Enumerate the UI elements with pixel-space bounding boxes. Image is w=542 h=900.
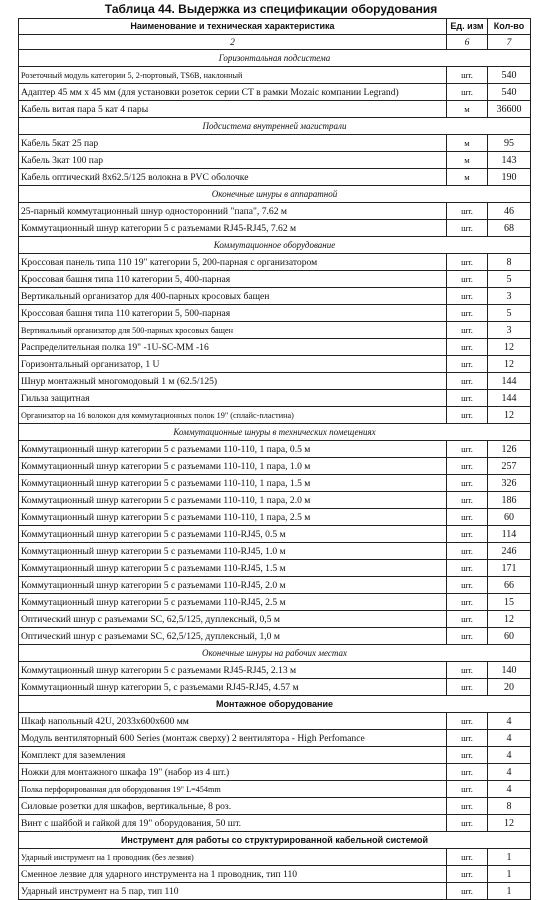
item-name: Винт с шайбой и гайкой для 19" оборудования, 50 шт. [19, 815, 447, 832]
item-quantity: 68 [488, 220, 531, 237]
item-quantity: 1 [488, 849, 531, 866]
item-unit: шт. [447, 526, 488, 543]
item-name: Кабель оптический 8х62.5/125 волокна в PVC оболочке [19, 169, 447, 186]
table-row [19, 288, 531, 305]
item-unit: шт. [447, 492, 488, 509]
section-title: Монтажное оборудование [19, 696, 531, 713]
table-row [19, 492, 531, 509]
table-row [19, 356, 531, 373]
section-title: Коммутационные шнуры в технических помещениях [19, 424, 531, 441]
table-caption: Таблица 44. Выдержка из спецификации оборудования [104, 2, 438, 16]
item-quantity: 36600 [488, 101, 531, 118]
section-title: Подсистема внутренней магистрали [19, 118, 531, 135]
item-unit: шт. [447, 322, 488, 339]
item-quantity: 95 [488, 135, 531, 152]
item-name: Коммутационный шнур категории 5 с разъемами 110-RJ45, 1.5 м [19, 560, 447, 577]
item-unit: шт. [447, 679, 488, 696]
header-row [19, 19, 531, 35]
item-name: Комплект для заземления [19, 747, 447, 764]
item-name: Кабель 3кат 100 пар [19, 152, 447, 169]
table-row [19, 543, 531, 560]
item-name: Кроссовая башня типа 110 категории 5, 400-парная [19, 271, 447, 288]
table-row [19, 611, 531, 628]
item-name: Коммутационный шнур категории 5 с разъемами RJ45-RJ45, 7.62 м [19, 220, 447, 237]
item-quantity: 4 [488, 764, 531, 781]
item-unit: шт. [447, 611, 488, 628]
item-quantity: 60 [488, 509, 531, 526]
table-row [19, 560, 531, 577]
item-name: Коммутационный шнур категории 5 с разъемами 110-110, 1 пара, 1.0 м [19, 458, 447, 475]
column-header-name: Наименование и техническая характеристика [19, 19, 447, 35]
column-number-name: 2 [19, 35, 447, 50]
item-unit: м [447, 135, 488, 152]
table-row [19, 407, 531, 424]
item-name: Горизонтальный организатор, 1 U [19, 356, 447, 373]
table-row [19, 254, 531, 271]
table-row [19, 509, 531, 526]
item-name: Коммутационный шнур категории 5 с разъемами RJ45-RJ45, 2.13 м [19, 662, 447, 679]
item-name: Адаптер 45 мм х 45 мм (для установки розеток серии CT в рамки Mozaic компании Legrand) [19, 84, 447, 101]
item-name: Полка перфорированная для оборудования 19" L=454mm [19, 781, 447, 798]
item-unit: шт. [447, 798, 488, 815]
table-row [19, 594, 531, 611]
item-quantity: 3 [488, 322, 531, 339]
item-name: Вертикальный организатор для 500-парных кросовых бащен [19, 322, 447, 339]
column-header-qty: Кол-во [488, 19, 531, 35]
table-row [19, 798, 531, 815]
table-row [19, 713, 531, 730]
item-quantity: 540 [488, 67, 531, 84]
specification-table [18, 18, 531, 900]
table-row [19, 662, 531, 679]
item-unit: шт. [447, 288, 488, 305]
item-unit: шт. [447, 271, 488, 288]
item-unit: шт. [447, 866, 488, 883]
item-name: Ножки для монтажного шкафа 19" (набор из 4 шт.) [19, 764, 447, 781]
item-name: Организатор на 16 волокон для коммутационных полок 19" (сплайс-пластина) [19, 407, 447, 424]
item-name: Коммутационный шнур категории 5 с разъемами 110-RJ45, 1.0 м [19, 543, 447, 560]
item-quantity: 8 [488, 798, 531, 815]
item-name: Коммутационный шнур категории 5, с разъемами RJ45-RJ45, 4.57 м [19, 679, 447, 696]
item-quantity: 60 [488, 628, 531, 645]
item-name: Кабель витая пара 5 кат 4 пары [19, 101, 447, 118]
item-quantity: 246 [488, 543, 531, 560]
table-row [19, 390, 531, 407]
column-number-unit: 6 [447, 35, 488, 50]
table-row [19, 781, 531, 798]
section-title: Инструмент для работы со структурированной кабельной системой [19, 832, 531, 849]
item-unit: шт. [447, 373, 488, 390]
table-row [19, 577, 531, 594]
table-row [19, 441, 531, 458]
item-quantity: 15 [488, 594, 531, 611]
table-row [19, 203, 531, 220]
item-unit: шт. [447, 67, 488, 84]
item-quantity: 3 [488, 288, 531, 305]
column-header-unit: Ед. изм [447, 19, 488, 35]
item-name: Коммутационный шнур категории 5 с разъемами 110-110, 1 пара, 0.5 м [19, 441, 447, 458]
section-row [19, 50, 531, 67]
item-quantity: 20 [488, 679, 531, 696]
item-unit: шт. [447, 662, 488, 679]
item-quantity: 257 [488, 458, 531, 475]
item-quantity: 114 [488, 526, 531, 543]
table-row [19, 339, 531, 356]
item-unit: шт. [447, 730, 488, 747]
item-name: Сменное лезвие для ударного инструмента на 1 проводник, тип 110 [19, 866, 447, 883]
table-row [19, 526, 531, 543]
item-quantity: 12 [488, 815, 531, 832]
item-name: Коммутационный шнур категории 5 с разъемами 110-RJ45, 2.5 м [19, 594, 447, 611]
table-row [19, 815, 531, 832]
table-row [19, 373, 531, 390]
item-quantity: 144 [488, 373, 531, 390]
item-name: Распределительная полка 19" -1U-SC-MM -16 [19, 339, 447, 356]
item-name: Модуль вентиляторный 600 Series (монтаж сверху) 2 вентилятора - High Perfomance [19, 730, 447, 747]
item-unit: шт. [447, 475, 488, 492]
table-row [19, 679, 531, 696]
table-body [19, 50, 531, 900]
item-quantity: 46 [488, 203, 531, 220]
item-unit: шт. [447, 628, 488, 645]
item-quantity: 4 [488, 730, 531, 747]
table-row [19, 475, 531, 492]
item-name: Коммутационный шнур категории 5 с разъемами 110-110, 1 пара, 2.5 м [19, 509, 447, 526]
item-unit: шт. [447, 220, 488, 237]
item-unit: м [447, 169, 488, 186]
item-quantity: 5 [488, 271, 531, 288]
table-row [19, 322, 531, 339]
item-quantity: 12 [488, 356, 531, 373]
column-number-qty: 7 [488, 35, 531, 50]
item-unit: шт. [447, 577, 488, 594]
item-unit: шт. [447, 254, 488, 271]
section-row [19, 237, 531, 254]
item-quantity: 4 [488, 781, 531, 798]
item-unit: шт. [447, 594, 488, 611]
section-title: Оконечные шнуры в аппаратной [19, 186, 531, 203]
table-row [19, 101, 531, 118]
item-unit: шт. [447, 764, 488, 781]
item-name: Коммутационный шнур категории 5 с разъемами 110-RJ45, 0.5 м [19, 526, 447, 543]
item-quantity: 140 [488, 662, 531, 679]
item-name: Коммутационный шнур категории 5 с разъемами 110-110, 1 пара, 1.5 м [19, 475, 447, 492]
item-quantity: 8 [488, 254, 531, 271]
table-row [19, 271, 531, 288]
table-row [19, 764, 531, 781]
item-quantity: 143 [488, 152, 531, 169]
item-unit: шт. [447, 849, 488, 866]
item-name: Коммутационный шнур категории 5 с разъемами 110-110, 1 пара, 2.0 м [19, 492, 447, 509]
section-row [19, 118, 531, 135]
table-row [19, 67, 531, 84]
item-unit: шт. [447, 390, 488, 407]
section-row [19, 645, 531, 662]
item-quantity: 1 [488, 883, 531, 900]
section-title: Оконечные шнуры на рабочих местах [19, 645, 531, 662]
section-row [19, 832, 531, 849]
section-row [19, 696, 531, 713]
item-name: Силовые розетки для шкафов, вертикальные, 8 роз. [19, 798, 447, 815]
item-unit: шт. [447, 815, 488, 832]
item-name: Кабель 5кат 25 пар [19, 135, 447, 152]
item-unit: шт. [447, 84, 488, 101]
item-unit: шт. [447, 305, 488, 322]
item-quantity: 190 [488, 169, 531, 186]
item-name: Кроссовая панель типа 110 19" категории 5, 200-парная с организатором [19, 254, 447, 271]
item-quantity: 4 [488, 713, 531, 730]
item-quantity: 171 [488, 560, 531, 577]
item-unit: м [447, 152, 488, 169]
table-row [19, 305, 531, 322]
item-unit: шт. [447, 203, 488, 220]
table-row [19, 883, 531, 900]
section-row [19, 424, 531, 441]
table-row [19, 169, 531, 186]
item-name: Ударный инструмент на 1 проводник (без лезвия) [19, 849, 447, 866]
item-quantity: 12 [488, 407, 531, 424]
item-quantity: 12 [488, 339, 531, 356]
table-row [19, 220, 531, 237]
item-name: Оптический шнур с разъемами SC, 62,5/125, дуплексный, 0,5 м [19, 611, 447, 628]
item-unit: шт. [447, 441, 488, 458]
item-unit: шт. [447, 458, 488, 475]
item-name: Вертикальный организатор для 400-парных кросовых бащен [19, 288, 447, 305]
table-row [19, 628, 531, 645]
item-name: Коммутационный шнур категории 5 с разъемами 110-RJ45, 2.0 м [19, 577, 447, 594]
item-quantity: 144 [488, 390, 531, 407]
item-unit: шт. [447, 407, 488, 424]
item-quantity: 5 [488, 305, 531, 322]
section-title: Горизонтальная подсистема [19, 50, 531, 67]
item-quantity: 1 [488, 866, 531, 883]
table-row [19, 458, 531, 475]
item-name: Кроссовая башня типа 110 категории 5, 500-парная [19, 305, 447, 322]
item-unit: шт. [447, 781, 488, 798]
section-row [19, 186, 531, 203]
item-name: Шкаф напольный 42U, 2033х600х600 мм [19, 713, 447, 730]
item-name: 25-парный коммутационный шнур односторонний "папа", 7.62 м [19, 203, 447, 220]
item-unit: шт. [447, 543, 488, 560]
item-name: Ударный инструмент на 5 пар, тип 110 [19, 883, 447, 900]
table-row [19, 866, 531, 883]
table-row [19, 84, 531, 101]
item-name: Шнур монтажный многомодовый 1 м (62.5/125) [19, 373, 447, 390]
item-unit: шт. [447, 509, 488, 526]
item-unit: шт. [447, 713, 488, 730]
table-row [19, 849, 531, 866]
item-name: Розеточный модуль категории 5, 2-портовый, TS6B, наклонный [19, 67, 447, 84]
table-row [19, 135, 531, 152]
item-quantity: 326 [488, 475, 531, 492]
item-unit: шт. [447, 883, 488, 900]
item-unit: шт. [447, 747, 488, 764]
item-quantity: 12 [488, 611, 531, 628]
item-unit: шт. [447, 339, 488, 356]
item-name: Оптический шнур с разъемами SC, 62,5/125, дуплексный, 1,0 м [19, 628, 447, 645]
item-name: Гильза защитная [19, 390, 447, 407]
item-unit: шт. [447, 356, 488, 373]
item-quantity: 186 [488, 492, 531, 509]
column-numbers-row [19, 35, 531, 50]
table-row [19, 152, 531, 169]
section-title: Коммутационное оборудование [19, 237, 531, 254]
item-quantity: 126 [488, 441, 531, 458]
item-unit: м [447, 101, 488, 118]
table-row [19, 747, 531, 764]
item-unit: шт. [447, 560, 488, 577]
table-row [19, 730, 531, 747]
item-quantity: 540 [488, 84, 531, 101]
item-quantity: 66 [488, 577, 531, 594]
item-quantity: 4 [488, 747, 531, 764]
